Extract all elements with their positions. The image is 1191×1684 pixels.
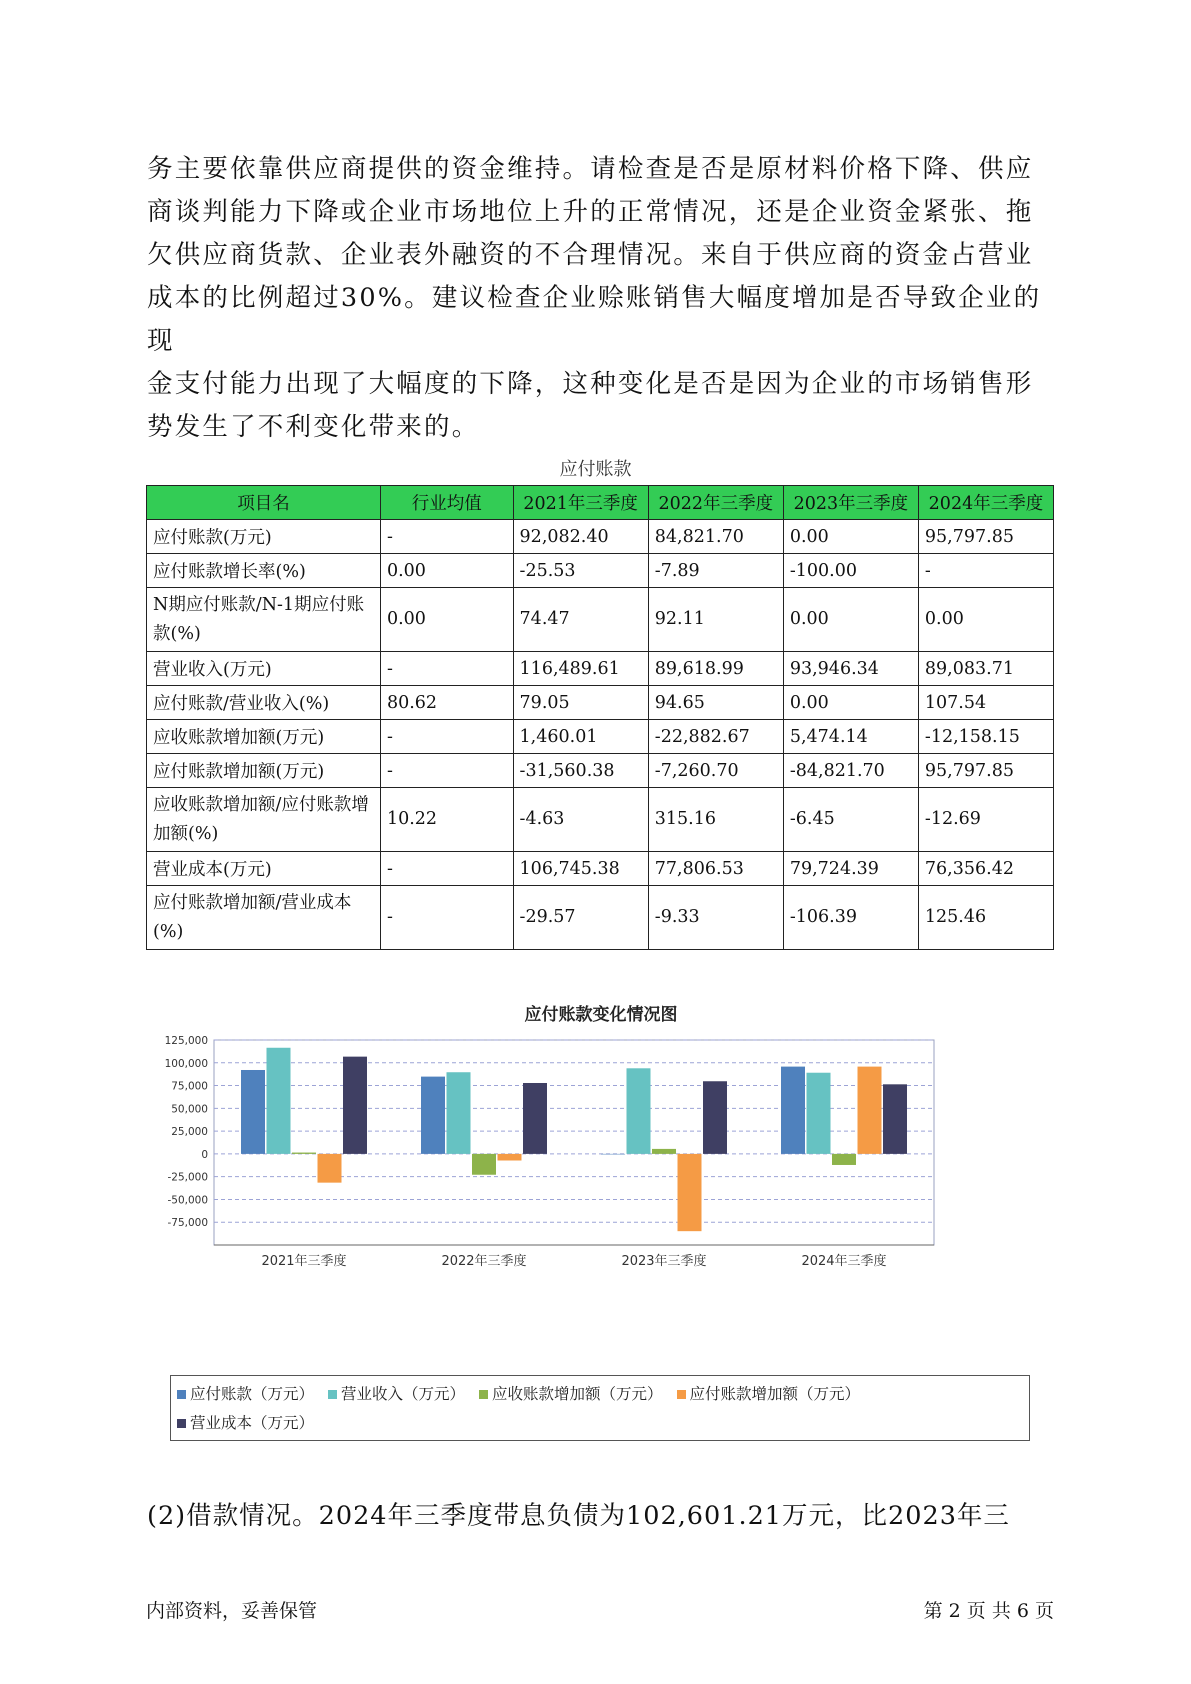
row-label: N期应付账款/N-1期应付账款(%)	[147, 588, 381, 652]
legend-swatch	[677, 1390, 686, 1399]
bar	[523, 1083, 547, 1154]
table-cell: 84,821.70	[648, 520, 783, 554]
body-paragraph	[147, 148, 1057, 449]
bar	[858, 1067, 882, 1154]
paragraph-line: 务主要依靠供应商提供的资金维持。请检查是否是原材料价格下降、供应	[147, 154, 1034, 184]
table-header: 2022年三季度	[648, 486, 783, 520]
table-header: 2023年三季度	[783, 486, 918, 520]
table-cell: 74.47	[513, 588, 648, 652]
table-row	[147, 754, 1054, 788]
table-cell: 89,083.71	[918, 652, 1053, 686]
paragraph-line: 欠供应商货款、企业表外融资的不合理情况。来自于供应商的资金占营业	[147, 240, 1034, 270]
bar	[627, 1068, 651, 1154]
paragraph-line: 势发生了不利变化带来的。	[147, 412, 480, 442]
y-tick-label: 100,000	[164, 1057, 208, 1070]
legend-item	[677, 1380, 861, 1409]
legend-item	[479, 1380, 663, 1409]
table-row	[147, 520, 1054, 554]
table-cell: 5,474.14	[783, 720, 918, 754]
x-tick-label: 2022年三季度	[441, 1254, 527, 1269]
chart-legend	[170, 1375, 1030, 1441]
legend-label: 应付账款增加额（万元）	[689, 1385, 861, 1403]
table-cell: -	[380, 886, 513, 950]
table-cell: 80.62	[380, 686, 513, 720]
legend-label: 营业成本（万元）	[190, 1414, 315, 1432]
table-cell: 116,489.61	[513, 652, 648, 686]
table-cell: -	[380, 520, 513, 554]
row-label: 营业成本(万元)	[147, 852, 381, 886]
payables-table	[146, 485, 1054, 950]
payables-chart	[164, 1000, 1032, 1445]
bar	[447, 1072, 471, 1154]
table-cell: -	[380, 652, 513, 686]
table-cell: 106,745.38	[513, 852, 648, 886]
table-cell: 315.16	[648, 788, 783, 852]
y-tick-label: 0	[201, 1148, 208, 1161]
table-header-row	[147, 486, 1054, 520]
y-tick-label: 125,000	[164, 1035, 208, 1047]
table-header: 项目名	[147, 486, 381, 520]
table-cell: 92.11	[648, 588, 783, 652]
table-cell: 89,618.99	[648, 652, 783, 686]
table-cell: 0.00	[918, 588, 1053, 652]
table-cell: -84,821.70	[783, 754, 918, 788]
legend-item	[328, 1380, 465, 1409]
table-row	[147, 652, 1054, 686]
table-cell: 93,946.34	[783, 652, 918, 686]
table-cell: -25.53	[513, 554, 648, 588]
table-cell: 0.00	[783, 686, 918, 720]
legend-label: 应付账款（万元）	[190, 1385, 315, 1403]
table-cell: -29.57	[513, 886, 648, 950]
bar	[601, 1154, 625, 1155]
y-tick-label: -50,000	[167, 1194, 208, 1207]
legend-swatch	[479, 1390, 488, 1399]
table-row	[147, 588, 1054, 652]
table-header: 行业均值	[380, 486, 513, 520]
row-label: 应付账款增加额(万元)	[147, 754, 381, 788]
bar	[241, 1070, 265, 1154]
bar	[703, 1081, 727, 1154]
page-number: 第 2 页 共 6 页	[923, 1600, 1054, 1622]
legend-label: 营业收入（万元）	[341, 1385, 466, 1403]
table-cell: -106.39	[783, 886, 918, 950]
legend-swatch	[177, 1419, 186, 1428]
row-label: 应付账款增长率(%)	[147, 554, 381, 588]
table-cell: 95,797.85	[918, 754, 1053, 788]
table-header: 2024年三季度	[918, 486, 1053, 520]
bar	[652, 1149, 676, 1154]
table-cell: -	[380, 852, 513, 886]
paragraph-line: 商谈判能力下降或企业市场地位上升的正常情况，还是企业资金紧张、拖	[147, 197, 1034, 227]
table-cell: -6.45	[783, 788, 918, 852]
y-tick-label: -75,000	[167, 1217, 208, 1230]
table-cell: -4.63	[513, 788, 648, 852]
table-cell: 0.00	[380, 588, 513, 652]
y-tick-label: 25,000	[171, 1126, 208, 1139]
bar	[343, 1057, 367, 1154]
table-row	[147, 852, 1054, 886]
bar	[883, 1084, 907, 1154]
footer-note: 内部资料，妥善保管	[146, 1600, 318, 1622]
table-cell: 76,356.42	[918, 852, 1053, 886]
table-cell: 1,460.01	[513, 720, 648, 754]
table-cell: 10.22	[380, 788, 513, 852]
chart-title: 应付账款变化情况图	[524, 1005, 678, 1025]
y-tick-label: 50,000	[171, 1103, 208, 1116]
table-cell: -31,560.38	[513, 754, 648, 788]
row-label: 应付账款增加额/营业成本(%)	[147, 886, 381, 950]
bar	[292, 1153, 316, 1154]
table-cell: -12.69	[918, 788, 1053, 852]
table-cell: -	[380, 720, 513, 754]
table-header: 2021年三季度	[513, 486, 648, 520]
table-cell: 125.46	[918, 886, 1053, 950]
table-cell: 92,082.40	[513, 520, 648, 554]
bar	[807, 1073, 831, 1154]
table-cell: 79,724.39	[783, 852, 918, 886]
bar	[267, 1048, 291, 1154]
legend-item	[177, 1409, 314, 1438]
table-row	[147, 720, 1054, 754]
x-tick-label: 2021年三季度	[261, 1254, 347, 1269]
table-cell: 0.00	[380, 554, 513, 588]
table-row	[147, 788, 1054, 852]
table-caption: 应付账款	[559, 459, 632, 480]
legend-swatch	[328, 1390, 337, 1399]
legend-swatch	[177, 1390, 186, 1399]
table-row	[147, 686, 1054, 720]
bar	[472, 1154, 496, 1175]
legend-item	[177, 1380, 314, 1409]
table-cell: -100.00	[783, 554, 918, 588]
row-label: 应收账款增加额(万元)	[147, 720, 381, 754]
paragraph-line: 金支付能力出现了大幅度的下降，这种变化是否是因为企业的市场销售形	[147, 369, 1034, 399]
x-tick-label: 2023年三季度	[621, 1254, 707, 1269]
y-tick-label: -25,000	[167, 1171, 208, 1184]
bar	[498, 1154, 522, 1161]
legend-label: 应收账款增加额（万元）	[492, 1385, 663, 1403]
table-cell: 0.00	[783, 520, 918, 554]
table-cell: 0.00	[783, 588, 918, 652]
bar	[678, 1154, 702, 1231]
paragraph-line: 成本的比例超过30%。建议检查企业赊账销售大幅度增加是否导致企业的现	[147, 283, 1042, 356]
table-cell: 79.05	[513, 686, 648, 720]
row-label: 应付账款/营业收入(%)	[147, 686, 381, 720]
bar	[318, 1154, 342, 1183]
bar	[781, 1067, 805, 1154]
table-cell: -22,882.67	[648, 720, 783, 754]
bar	[421, 1077, 445, 1154]
table-cell: 94.65	[648, 686, 783, 720]
table-cell: -	[918, 554, 1053, 588]
final-paragraph: (2)借款情况。2024年三季度带息负债为102,601.21万元，比2023年三	[147, 1501, 1010, 1531]
table-row	[147, 886, 1054, 950]
table-cell: 77,806.53	[648, 852, 783, 886]
x-tick-label: 2024年三季度	[801, 1254, 887, 1269]
table-cell: -9.33	[648, 886, 783, 950]
table-cell: -7.89	[648, 554, 783, 588]
table-cell: 95,797.85	[918, 520, 1053, 554]
chart-plot	[164, 1000, 1032, 1370]
table-row	[147, 554, 1054, 588]
y-tick-label: 75,000	[171, 1080, 208, 1093]
bar	[832, 1154, 856, 1165]
row-label: 应收账款增加额/应付账款增加额(%)	[147, 788, 381, 852]
row-label: 营业收入(万元)	[147, 652, 381, 686]
table-cell: -12,158.15	[918, 720, 1053, 754]
table-cell: 107.54	[918, 686, 1053, 720]
table-cell: -7,260.70	[648, 754, 783, 788]
table-cell: -	[380, 754, 513, 788]
row-label: 应付账款(万元)	[147, 520, 381, 554]
